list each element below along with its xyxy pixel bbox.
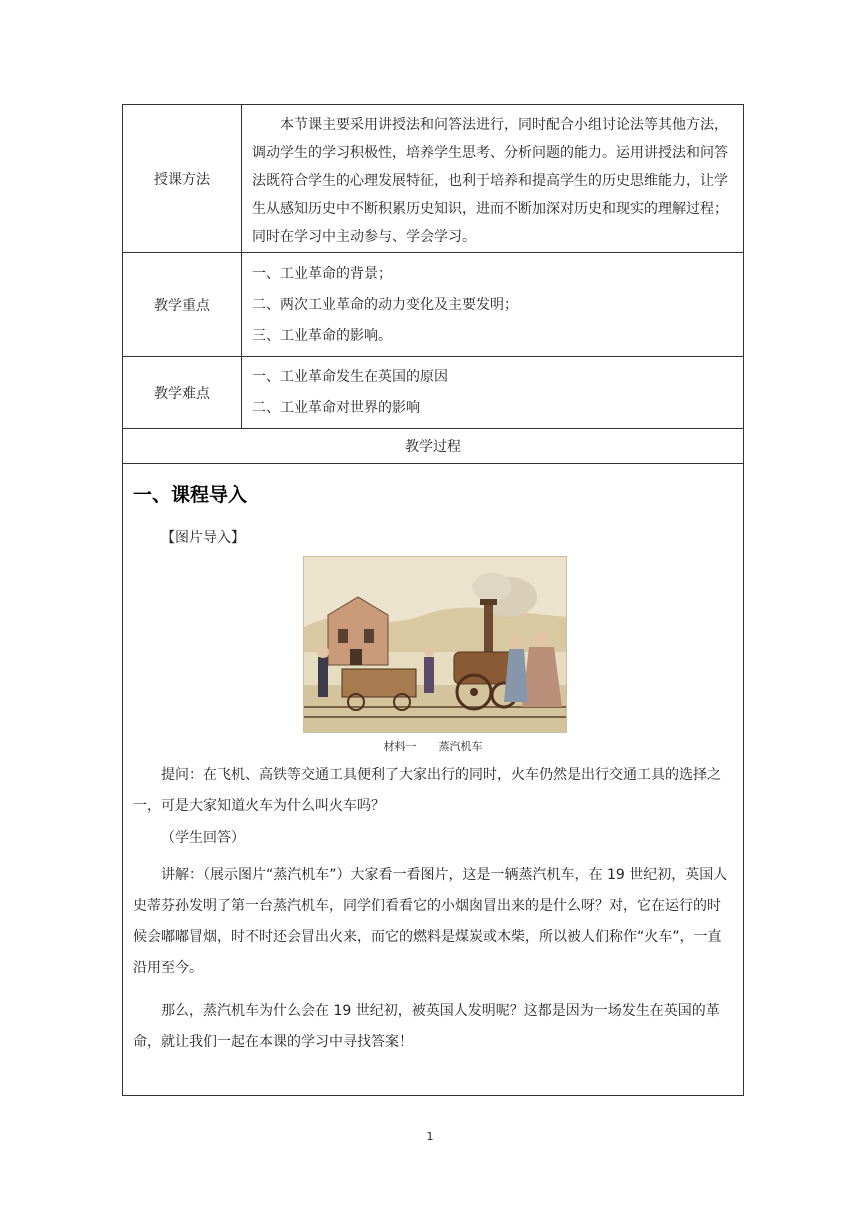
difficulty-item: 二、工业革命对世界的影响 xyxy=(252,400,420,416)
explanation-paragraph: 讲解：（展示图片“蒸汽机车”）大家看一看图片，这是一辆蒸汽机车，在 19 世纪初，英国人史蒂芬孙发明了第一台蒸汽机车，同学们看看它的小烟囱冒出来的是什么呀？对，它在运行的时候会嘟嘟冒烟，时不时还会冒出火来，而它的燃料是煤炭或木柴，所以被人们称作“火车”，一直沿用至今。 xyxy=(133,867,728,976)
lesson-plan-table xyxy=(122,104,744,1096)
key-point-item: 二、两次工业革命的动力变化及主要发明； xyxy=(252,297,518,313)
image-caption: 材料一 蒸汽机车 xyxy=(383,740,483,753)
key-point-item: 三、工业革命的影响。 xyxy=(252,328,392,344)
method-text: 本节课主要采用讲授法和问答法进行，同时配合小组讨论法等其他方法，调动学生的学习积极性，培养学生思考、分析问题的能力。运用讲授法和问答法既符合学生的心理发展特征，也利于培养和提高学生的历史思维能力，让学生从感知历史中不断积累历史知识，进而不断加深对历史和现实的理解过程；同时在学习中主动参与、学会学习。 xyxy=(252,117,728,245)
lesson-content xyxy=(123,464,743,1095)
student-answer: （学生回答） xyxy=(161,830,245,846)
sub-title: 【图片导入】 xyxy=(161,530,245,546)
method-row xyxy=(123,105,743,253)
page-number: 1 xyxy=(426,1130,434,1143)
key-points-label: 教学重点 xyxy=(123,253,242,356)
conclusion-paragraph: 那么，蒸汽机车为什么会在 19 世纪初，被英国人发明呢？这都是因为一场发生在英国的革命，就让我们一起在本课的学习中寻找答案！ xyxy=(133,1003,720,1050)
difficulties-label: 教学难点 xyxy=(123,357,242,428)
method-label: 授课方法 xyxy=(123,105,242,252)
process-header-row xyxy=(123,429,743,464)
steam-locomotive-illustration xyxy=(303,556,567,733)
key-point-item: 一、工业革命的背景； xyxy=(252,266,392,282)
key-points-row xyxy=(123,253,743,357)
difficulty-item: 一、工业革命发生在英国的原因 xyxy=(252,369,448,385)
process-header: 教学过程 xyxy=(405,439,461,455)
section-title: 一、课程导入 xyxy=(133,484,248,506)
difficulties-row xyxy=(123,357,743,429)
question-paragraph: 提问：在飞机、高铁等交通工具便利了大家出行的同时，火车仍然是出行交通工具的选择之一，可是大家知道火车为什么叫火车吗？ xyxy=(133,767,721,814)
